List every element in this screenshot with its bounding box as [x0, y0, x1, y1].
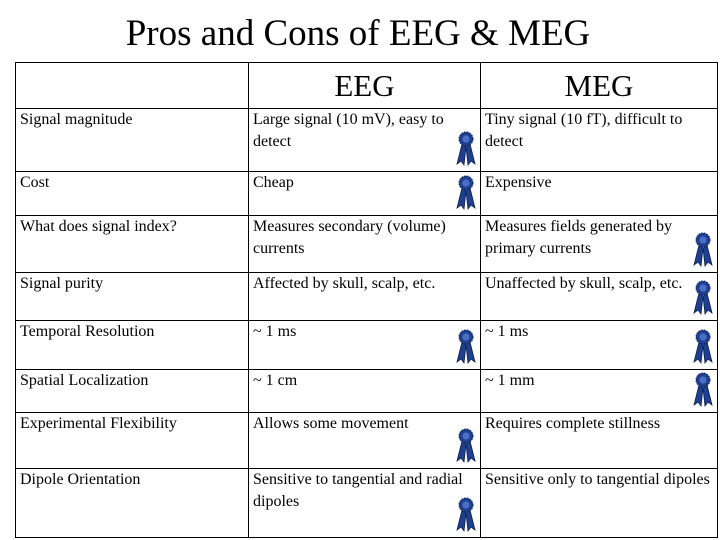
- award-ribbon-icon: [693, 280, 713, 316]
- eeg-cell: [249, 171, 481, 215]
- table-row: [16, 109, 718, 172]
- meg-cell-text: ~ 1 ms: [485, 322, 529, 340]
- eeg-cell-text: ~ 1 ms: [253, 322, 297, 340]
- header-meg: MEG: [481, 63, 718, 109]
- table-row: [16, 370, 718, 412]
- header-criterion: [16, 63, 249, 109]
- row-label: What does signal index?: [16, 215, 249, 272]
- meg-cell-text: Expensive: [485, 173, 552, 191]
- eeg-cell: [249, 109, 481, 172]
- meg-cell: [481, 171, 718, 215]
- award-ribbon-icon: [456, 175, 476, 211]
- row-label: Experimental Flexibility: [16, 412, 249, 469]
- table-row: [16, 272, 718, 320]
- meg-cell-text: Tiny signal (10 fT), difficult to detect: [485, 111, 683, 150]
- table-row: [16, 171, 718, 215]
- award-ribbon-icon: [456, 131, 476, 167]
- meg-cell: [481, 370, 718, 412]
- eeg-cell-text: Cheap: [253, 173, 294, 191]
- meg-cell-text: Measures fields generated by primary currents: [485, 217, 673, 257]
- award-ribbon-icon: [693, 232, 713, 268]
- table-header-row: [16, 63, 718, 109]
- eeg-cell-text: Allows some movement: [253, 414, 409, 432]
- eeg-cell-text: Measures secondary (volume) currents: [253, 217, 446, 257]
- award-ribbon-icon: [693, 329, 713, 365]
- row-label: Signal magnitude: [16, 109, 249, 172]
- table-row: [16, 469, 718, 538]
- award-ribbon-icon: [693, 372, 713, 408]
- eeg-cell: [249, 412, 481, 469]
- eeg-cell-text: Sensitive to tangential and radial dipoles: [253, 471, 463, 511]
- meg-cell: [481, 412, 718, 469]
- eeg-cell: [249, 215, 481, 272]
- row-label: Dipole Orientation: [16, 469, 249, 538]
- meg-cell: [481, 469, 718, 538]
- eeg-cell: [249, 320, 481, 369]
- eeg-cell-text: Affected by skull, scalp, etc.: [253, 274, 436, 292]
- eeg-cell-text: Large signal (10 mV), easy to detect: [253, 111, 444, 150]
- table-row: [16, 215, 718, 272]
- award-ribbon-icon: [456, 428, 476, 464]
- meg-cell-text: ~ 1 mm: [485, 372, 535, 390]
- row-label: Signal purity: [16, 272, 249, 320]
- row-label: Spatial Localization: [16, 370, 249, 412]
- table-row: [16, 412, 718, 469]
- award-ribbon-icon: [456, 497, 476, 533]
- header-eeg: EEG: [249, 63, 481, 109]
- meg-cell-text: Sensitive only to tangential dipoles: [485, 471, 710, 489]
- meg-cell: [481, 320, 718, 369]
- slide-title: Pros and Cons of EEG & MEG: [125, 13, 591, 54]
- meg-cell: [481, 272, 718, 320]
- meg-cell: [481, 109, 718, 172]
- row-label: Temporal Resolution: [16, 320, 249, 369]
- award-ribbon-icon: [456, 329, 476, 365]
- table-row: [16, 320, 718, 369]
- eeg-cell: [249, 469, 481, 538]
- meg-cell-text: Unaffected by skull, scalp, etc.: [485, 274, 683, 292]
- eeg-cell: [249, 272, 481, 320]
- eeg-cell: [249, 370, 481, 412]
- meg-cell-text: Requires complete stillness: [485, 414, 661, 432]
- comparison-table: [15, 62, 718, 538]
- eeg-cell-text: ~ 1 cm: [253, 372, 298, 390]
- meg-cell: [481, 215, 718, 272]
- row-label: Cost: [16, 171, 249, 215]
